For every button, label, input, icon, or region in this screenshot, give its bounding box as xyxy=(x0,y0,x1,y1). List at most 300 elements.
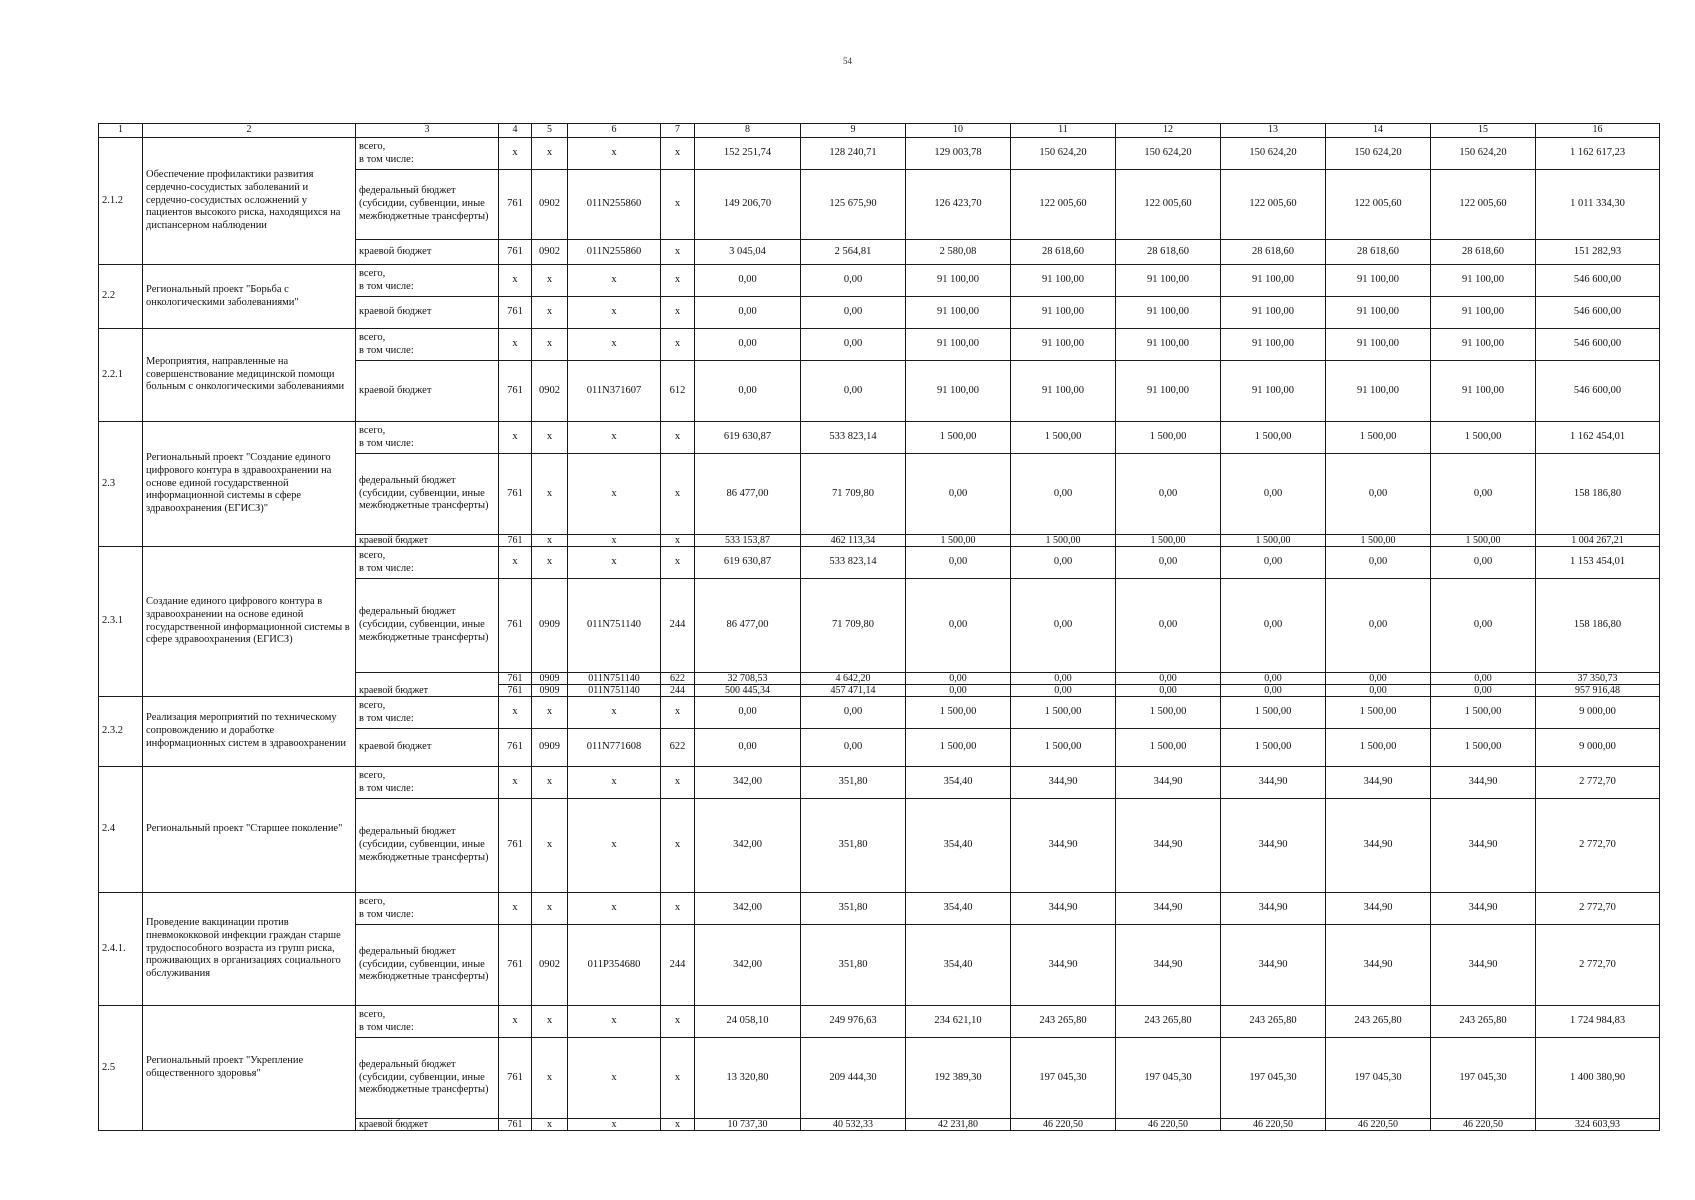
cell-col-4: х xyxy=(499,697,532,729)
cell-col-8: 533 153,87 xyxy=(695,535,801,547)
cell-col-15: 0,00 xyxy=(1431,579,1536,673)
cell-col-14: 1 500,00 xyxy=(1326,729,1431,767)
cell-col-6: х xyxy=(568,329,661,361)
cell-col-9: 462 113,34 xyxy=(801,535,906,547)
cell-col-16: 957 916,48 xyxy=(1536,685,1660,697)
cell-col-12: 197 045,30 xyxy=(1116,1038,1221,1119)
cell-col-15: 0,00 xyxy=(1431,685,1536,697)
cell-col-12: 91 100,00 xyxy=(1116,329,1221,361)
cell-col-7: х xyxy=(661,767,695,799)
cell-col-4: х xyxy=(499,265,532,297)
cell-col-6: 011N371607 xyxy=(568,361,661,422)
cell-col-15: 0,00 xyxy=(1431,454,1536,535)
cell-col-15: 344,90 xyxy=(1431,925,1536,1006)
cell-col-10: 1 500,00 xyxy=(906,535,1011,547)
cell-col-5: 0909 xyxy=(532,685,568,697)
cell-col-9: 71 709,80 xyxy=(801,454,906,535)
row-code: 2.4 xyxy=(99,767,143,893)
cell-col-6: х xyxy=(568,1119,661,1131)
cell-col-5: 0909 xyxy=(532,579,568,673)
cell-col-16: 1 724 984,83 xyxy=(1536,1006,1660,1038)
cell-col-9: 0,00 xyxy=(801,697,906,729)
cell-col-15: 28 618,60 xyxy=(1431,240,1536,265)
cell-col-12: 91 100,00 xyxy=(1116,361,1221,422)
cell-col-4: 761 xyxy=(499,1038,532,1119)
cell-col-8: 0,00 xyxy=(695,265,801,297)
cell-col-13: 0,00 xyxy=(1221,579,1326,673)
column-header-3: 3 xyxy=(356,124,499,138)
cell-col-13: 344,90 xyxy=(1221,799,1326,893)
cell-col-16: 546 600,00 xyxy=(1536,361,1660,422)
cell-col-7: х xyxy=(661,799,695,893)
row-name: Создание единого цифрового контура в здравоохранении на основе единой государственной информационной системы в сфере здравоохранения (ЕГИСЗ) xyxy=(143,547,356,697)
cell-col-4: 761 xyxy=(499,925,532,1006)
cell-col-6: х xyxy=(568,799,661,893)
column-header-7: 7 xyxy=(661,124,695,138)
cell-col-15: 1 500,00 xyxy=(1431,535,1536,547)
cell-col-4: 761 xyxy=(499,673,532,685)
cell-col-8: 86 477,00 xyxy=(695,454,801,535)
cell-col-4: 761 xyxy=(499,297,532,329)
cell-col-15: 0,00 xyxy=(1431,673,1536,685)
cell-col-13: 344,90 xyxy=(1221,767,1326,799)
table-row xyxy=(99,329,1660,361)
row-name: Обеспечение профилактики развития сердечно-сосудистых заболеваний и сердечно-сосудистых осложнений у пациентов высокого риска, находящихся на диспансерном наблюдении xyxy=(143,138,356,265)
cell-col-6: х xyxy=(568,1038,661,1119)
cell-col-10: 354,40 xyxy=(906,799,1011,893)
cell-col-14: 122 005,60 xyxy=(1326,170,1431,240)
cell-col-16: 9 000,00 xyxy=(1536,697,1660,729)
cell-col-8: 619 630,87 xyxy=(695,422,801,454)
column-header-11: 11 xyxy=(1011,124,1116,138)
cell-col-7: 244 xyxy=(661,579,695,673)
cell-col-9: 351,80 xyxy=(801,893,906,925)
cell-col-16: 1 153 454,01 xyxy=(1536,547,1660,579)
funding-source: всего, в том числе: xyxy=(356,893,499,925)
funding-source: федеральный бюджет (субсидии, субвенции, иные межбюджетные трансферты) xyxy=(356,579,499,673)
cell-col-4: х xyxy=(499,329,532,361)
cell-col-13: 150 624,20 xyxy=(1221,138,1326,170)
cell-col-11: 197 045,30 xyxy=(1011,1038,1116,1119)
row-code: 2.5 xyxy=(99,1006,143,1131)
column-header-5: 5 xyxy=(532,124,568,138)
cell-col-12: 344,90 xyxy=(1116,893,1221,925)
cell-col-8: 0,00 xyxy=(695,297,801,329)
cell-col-6: х xyxy=(568,535,661,547)
cell-col-5: х xyxy=(532,767,568,799)
cell-col-9: 0,00 xyxy=(801,361,906,422)
cell-col-7: х xyxy=(661,1119,695,1131)
cell-col-15: 1 500,00 xyxy=(1431,729,1536,767)
cell-col-4: 761 xyxy=(499,170,532,240)
cell-col-7: х xyxy=(661,170,695,240)
cell-col-4: 761 xyxy=(499,729,532,767)
cell-col-11: 243 265,80 xyxy=(1011,1006,1116,1038)
cell-col-14: 0,00 xyxy=(1326,547,1431,579)
cell-col-13: 91 100,00 xyxy=(1221,361,1326,422)
cell-col-6: 011N771608 xyxy=(568,729,661,767)
cell-col-14: 91 100,00 xyxy=(1326,329,1431,361)
cell-col-4: 761 xyxy=(499,1119,532,1131)
cell-col-8: 0,00 xyxy=(695,361,801,422)
cell-col-15: 46 220,50 xyxy=(1431,1119,1536,1131)
cell-col-11: 0,00 xyxy=(1011,579,1116,673)
cell-col-12: 91 100,00 xyxy=(1116,265,1221,297)
cell-col-9: 533 823,14 xyxy=(801,422,906,454)
cell-col-12: 0,00 xyxy=(1116,685,1221,697)
cell-col-7: х xyxy=(661,297,695,329)
cell-col-5: 0909 xyxy=(532,729,568,767)
cell-col-15: 344,90 xyxy=(1431,893,1536,925)
cell-col-6: х xyxy=(568,422,661,454)
column-header-2: 2 xyxy=(143,124,356,138)
cell-col-8: 3 045,04 xyxy=(695,240,801,265)
funding-source: федеральный бюджет (субсидии, субвенции, иные межбюджетные трансферты) xyxy=(356,454,499,535)
cell-col-10: 0,00 xyxy=(906,579,1011,673)
cell-col-9: 533 823,14 xyxy=(801,547,906,579)
cell-col-10: 2 580,08 xyxy=(906,240,1011,265)
cell-col-14: 91 100,00 xyxy=(1326,265,1431,297)
cell-col-12: 344,90 xyxy=(1116,799,1221,893)
column-header-9: 9 xyxy=(801,124,906,138)
cell-col-10: 91 100,00 xyxy=(906,361,1011,422)
cell-col-4: 761 xyxy=(499,799,532,893)
cell-col-7: 622 xyxy=(661,673,695,685)
funding-source: федеральный бюджет (субсидии, субвенции, иные межбюджетные трансферты) xyxy=(356,1038,499,1119)
cell-col-13: 28 618,60 xyxy=(1221,240,1326,265)
cell-col-10: 234 621,10 xyxy=(906,1006,1011,1038)
cell-col-10: 91 100,00 xyxy=(906,265,1011,297)
column-header-15: 15 xyxy=(1431,124,1536,138)
cell-col-4: х xyxy=(499,1006,532,1038)
cell-col-13: 46 220,50 xyxy=(1221,1119,1326,1131)
cell-col-16: 546 600,00 xyxy=(1536,297,1660,329)
cell-col-13: 91 100,00 xyxy=(1221,329,1326,361)
cell-col-15: 243 265,80 xyxy=(1431,1006,1536,1038)
cell-col-6: 011P354680 xyxy=(568,925,661,1006)
cell-col-5: х xyxy=(532,535,568,547)
cell-col-4: х xyxy=(499,547,532,579)
cell-col-9: 0,00 xyxy=(801,297,906,329)
cell-col-9: 125 675,90 xyxy=(801,170,906,240)
cell-col-12: 150 624,20 xyxy=(1116,138,1221,170)
cell-col-10: 0,00 xyxy=(906,673,1011,685)
column-header-8: 8 xyxy=(695,124,801,138)
cell-col-10: 1 500,00 xyxy=(906,422,1011,454)
cell-col-16: 1 004 267,21 xyxy=(1536,535,1660,547)
cell-col-10: 192 389,30 xyxy=(906,1038,1011,1119)
cell-col-13: 91 100,00 xyxy=(1221,265,1326,297)
cell-col-13: 0,00 xyxy=(1221,673,1326,685)
table-row xyxy=(99,893,1660,925)
cell-col-14: 344,90 xyxy=(1326,893,1431,925)
cell-col-6: х xyxy=(568,297,661,329)
cell-col-14: 28 618,60 xyxy=(1326,240,1431,265)
cell-col-11: 91 100,00 xyxy=(1011,265,1116,297)
budget-table xyxy=(98,123,1660,1131)
cell-col-9: 351,80 xyxy=(801,925,906,1006)
cell-col-15: 1 500,00 xyxy=(1431,422,1536,454)
row-code: 2.3.1 xyxy=(99,547,143,697)
funding-source: федеральный бюджет (субсидии, субвенции, иные межбюджетные трансферты) xyxy=(356,799,499,893)
cell-col-5: х xyxy=(532,265,568,297)
cell-col-8: 13 320,80 xyxy=(695,1038,801,1119)
cell-col-8: 500 445,34 xyxy=(695,685,801,697)
cell-col-4: 761 xyxy=(499,454,532,535)
cell-col-7: 244 xyxy=(661,925,695,1006)
cell-col-12: 1 500,00 xyxy=(1116,535,1221,547)
cell-col-14: 1 500,00 xyxy=(1326,422,1431,454)
cell-col-16: 324 603,93 xyxy=(1536,1119,1660,1131)
cell-col-13: 1 500,00 xyxy=(1221,535,1326,547)
cell-col-12: 1 500,00 xyxy=(1116,697,1221,729)
table-row xyxy=(99,697,1660,729)
cell-col-13: 243 265,80 xyxy=(1221,1006,1326,1038)
cell-col-6: 011N751140 xyxy=(568,685,661,697)
funding-source: краевой бюджет xyxy=(356,673,499,697)
funding-source: краевой бюджет xyxy=(356,361,499,422)
cell-col-14: 344,90 xyxy=(1326,767,1431,799)
cell-col-11: 28 618,60 xyxy=(1011,240,1116,265)
cell-col-16: 37 350,73 xyxy=(1536,673,1660,685)
cell-col-14: 91 100,00 xyxy=(1326,297,1431,329)
cell-col-4: 761 xyxy=(499,535,532,547)
cell-col-15: 150 624,20 xyxy=(1431,138,1536,170)
row-name: Региональный проект "Старшее поколение" xyxy=(143,767,356,893)
column-header-4: 4 xyxy=(499,124,532,138)
table-row xyxy=(99,422,1660,454)
cell-col-5: х xyxy=(532,329,568,361)
funding-source: всего, в том числе: xyxy=(356,138,499,170)
cell-col-13: 344,90 xyxy=(1221,925,1326,1006)
cell-col-15: 91 100,00 xyxy=(1431,361,1536,422)
cell-col-14: 0,00 xyxy=(1326,685,1431,697)
cell-col-11: 1 500,00 xyxy=(1011,422,1116,454)
cell-col-7: х xyxy=(661,893,695,925)
cell-col-12: 243 265,80 xyxy=(1116,1006,1221,1038)
funding-source: краевой бюджет xyxy=(356,535,499,547)
cell-col-12: 0,00 xyxy=(1116,454,1221,535)
cell-col-4: 761 xyxy=(499,240,532,265)
cell-col-5: х xyxy=(532,799,568,893)
cell-col-5: 0902 xyxy=(532,240,568,265)
cell-col-10: 91 100,00 xyxy=(906,297,1011,329)
cell-col-11: 0,00 xyxy=(1011,673,1116,685)
cell-col-7: х xyxy=(661,454,695,535)
cell-col-11: 344,90 xyxy=(1011,925,1116,1006)
cell-col-5: х xyxy=(532,422,568,454)
cell-col-7: х xyxy=(661,138,695,170)
cell-col-10: 126 423,70 xyxy=(906,170,1011,240)
row-name: Региональный проект "Создание единого цифрового контура в здравоохранении на основе единой государственной информационной системы в сфере здравоохранения (ЕГИСЗ)" xyxy=(143,422,356,547)
cell-col-7: х xyxy=(661,329,695,361)
cell-col-13: 0,00 xyxy=(1221,547,1326,579)
cell-col-13: 0,00 xyxy=(1221,454,1326,535)
cell-col-9: 40 532,33 xyxy=(801,1119,906,1131)
column-header-14: 14 xyxy=(1326,124,1431,138)
cell-col-15: 91 100,00 xyxy=(1431,265,1536,297)
cell-col-4: х xyxy=(499,138,532,170)
cell-col-12: 28 618,60 xyxy=(1116,240,1221,265)
cell-col-4: х xyxy=(499,767,532,799)
cell-col-8: 0,00 xyxy=(695,329,801,361)
cell-col-16: 546 600,00 xyxy=(1536,329,1660,361)
cell-col-11: 0,00 xyxy=(1011,547,1116,579)
cell-col-9: 128 240,71 xyxy=(801,138,906,170)
cell-col-12: 0,00 xyxy=(1116,579,1221,673)
funding-source: всего, в том числе: xyxy=(356,329,499,361)
cell-col-15: 1 500,00 xyxy=(1431,697,1536,729)
cell-col-15: 344,90 xyxy=(1431,799,1536,893)
cell-col-10: 354,40 xyxy=(906,893,1011,925)
cell-col-7: 244 xyxy=(661,685,695,697)
cell-col-5: х xyxy=(532,454,568,535)
cell-col-14: 1 500,00 xyxy=(1326,535,1431,547)
cell-col-14: 197 045,30 xyxy=(1326,1038,1431,1119)
cell-col-8: 342,00 xyxy=(695,925,801,1006)
cell-col-6: х xyxy=(568,1006,661,1038)
cell-col-7: х xyxy=(661,1006,695,1038)
cell-col-4: 761 xyxy=(499,361,532,422)
cell-col-5: 0902 xyxy=(532,170,568,240)
cell-col-16: 158 186,80 xyxy=(1536,579,1660,673)
funding-source: всего, в том числе: xyxy=(356,547,499,579)
table-row xyxy=(99,265,1660,297)
cell-col-7: 622 xyxy=(661,729,695,767)
cell-col-14: 46 220,50 xyxy=(1326,1119,1431,1131)
cell-col-4: х xyxy=(499,893,532,925)
cell-col-15: 197 045,30 xyxy=(1431,1038,1536,1119)
cell-col-8: 10 737,30 xyxy=(695,1119,801,1131)
cell-col-14: 0,00 xyxy=(1326,673,1431,685)
cell-col-11: 91 100,00 xyxy=(1011,329,1116,361)
column-header-16: 16 xyxy=(1536,124,1660,138)
row-name: Региональный проект "Борьба с онкологическими заболеваниями" xyxy=(143,265,356,329)
cell-col-11: 344,90 xyxy=(1011,767,1116,799)
cell-col-11: 344,90 xyxy=(1011,893,1116,925)
cell-col-16: 1 162 454,01 xyxy=(1536,422,1660,454)
cell-col-5: х xyxy=(532,297,568,329)
cell-col-6: х xyxy=(568,767,661,799)
cell-col-6: х xyxy=(568,547,661,579)
cell-col-7: х xyxy=(661,535,695,547)
cell-col-11: 122 005,60 xyxy=(1011,170,1116,240)
cell-col-16: 2 772,70 xyxy=(1536,893,1660,925)
funding-source: краевой бюджет xyxy=(356,729,499,767)
cell-col-5: х xyxy=(532,1006,568,1038)
cell-col-10: 1 500,00 xyxy=(906,697,1011,729)
cell-col-6: х xyxy=(568,697,661,729)
cell-col-11: 1 500,00 xyxy=(1011,697,1116,729)
cell-col-10: 42 231,80 xyxy=(906,1119,1011,1131)
cell-col-12: 0,00 xyxy=(1116,673,1221,685)
cell-col-8: 0,00 xyxy=(695,697,801,729)
cell-col-5: х xyxy=(532,138,568,170)
column-header-1: 1 xyxy=(99,124,143,138)
cell-col-9: 457 471,14 xyxy=(801,685,906,697)
cell-col-10: 1 500,00 xyxy=(906,729,1011,767)
cell-col-7: х xyxy=(661,1038,695,1119)
funding-source: всего, в том числе: xyxy=(356,422,499,454)
cell-col-6: х xyxy=(568,138,661,170)
cell-col-9: 71 709,80 xyxy=(801,579,906,673)
cell-col-14: 150 624,20 xyxy=(1326,138,1431,170)
cell-col-8: 149 206,70 xyxy=(695,170,801,240)
row-code: 2.3 xyxy=(99,422,143,547)
table-header-row xyxy=(99,124,1660,138)
cell-col-16: 151 282,93 xyxy=(1536,240,1660,265)
cell-col-12: 46 220,50 xyxy=(1116,1119,1221,1131)
funding-source: всего, в том числе: xyxy=(356,265,499,297)
cell-col-10: 354,40 xyxy=(906,767,1011,799)
cell-col-6: 011N751140 xyxy=(568,673,661,685)
cell-col-12: 1 500,00 xyxy=(1116,422,1221,454)
cell-col-8: 86 477,00 xyxy=(695,579,801,673)
row-name: Мероприятия, направленные на совершенствование медицинской помощи больным с онкологическими заболеваниями xyxy=(143,329,356,422)
cell-col-8: 342,00 xyxy=(695,799,801,893)
cell-col-14: 91 100,00 xyxy=(1326,361,1431,422)
cell-col-11: 46 220,50 xyxy=(1011,1119,1116,1131)
cell-col-11: 150 624,20 xyxy=(1011,138,1116,170)
cell-col-5: х xyxy=(532,547,568,579)
funding-source: краевой бюджет xyxy=(356,1119,499,1131)
cell-col-6: 011N751140 xyxy=(568,579,661,673)
cell-col-12: 0,00 xyxy=(1116,547,1221,579)
cell-col-14: 0,00 xyxy=(1326,454,1431,535)
table-row xyxy=(99,138,1660,170)
column-header-10: 10 xyxy=(906,124,1011,138)
cell-col-5: 0909 xyxy=(532,673,568,685)
cell-col-11: 0,00 xyxy=(1011,685,1116,697)
cell-col-6: х xyxy=(568,265,661,297)
table-row xyxy=(99,1006,1660,1038)
cell-col-15: 91 100,00 xyxy=(1431,297,1536,329)
cell-col-11: 344,90 xyxy=(1011,799,1116,893)
cell-col-16: 546 600,00 xyxy=(1536,265,1660,297)
cell-col-12: 1 500,00 xyxy=(1116,729,1221,767)
cell-col-7: 612 xyxy=(661,361,695,422)
cell-col-6: 011N255860 xyxy=(568,170,661,240)
cell-col-14: 1 500,00 xyxy=(1326,697,1431,729)
row-code: 2.3.2 xyxy=(99,697,143,767)
row-code: 2.2.1 xyxy=(99,329,143,422)
cell-col-8: 0,00 xyxy=(695,729,801,767)
cell-col-9: 209 444,30 xyxy=(801,1038,906,1119)
cell-col-15: 122 005,60 xyxy=(1431,170,1536,240)
cell-col-10: 129 003,78 xyxy=(906,138,1011,170)
cell-col-7: х xyxy=(661,240,695,265)
cell-col-8: 32 708,53 xyxy=(695,673,801,685)
column-header-6: 6 xyxy=(568,124,661,138)
cell-col-13: 344,90 xyxy=(1221,893,1326,925)
cell-col-11: 1 500,00 xyxy=(1011,535,1116,547)
cell-col-15: 91 100,00 xyxy=(1431,329,1536,361)
cell-col-9: 0,00 xyxy=(801,729,906,767)
cell-col-8: 342,00 xyxy=(695,893,801,925)
cell-col-13: 1 500,00 xyxy=(1221,422,1326,454)
row-name: Реализация мероприятий по техническому сопровождению и доработке информационных систем в здравоохранении xyxy=(143,697,356,767)
cell-col-11: 1 500,00 xyxy=(1011,729,1116,767)
funding-source: краевой бюджет xyxy=(356,297,499,329)
row-code: 2.1.2 xyxy=(99,138,143,265)
cell-col-8: 619 630,87 xyxy=(695,547,801,579)
cell-col-9: 4 642,20 xyxy=(801,673,906,685)
cell-col-16: 1 400 380,90 xyxy=(1536,1038,1660,1119)
cell-col-4: 761 xyxy=(499,685,532,697)
cell-col-13: 91 100,00 xyxy=(1221,297,1326,329)
cell-col-12: 91 100,00 xyxy=(1116,297,1221,329)
cell-col-13: 1 500,00 xyxy=(1221,697,1326,729)
